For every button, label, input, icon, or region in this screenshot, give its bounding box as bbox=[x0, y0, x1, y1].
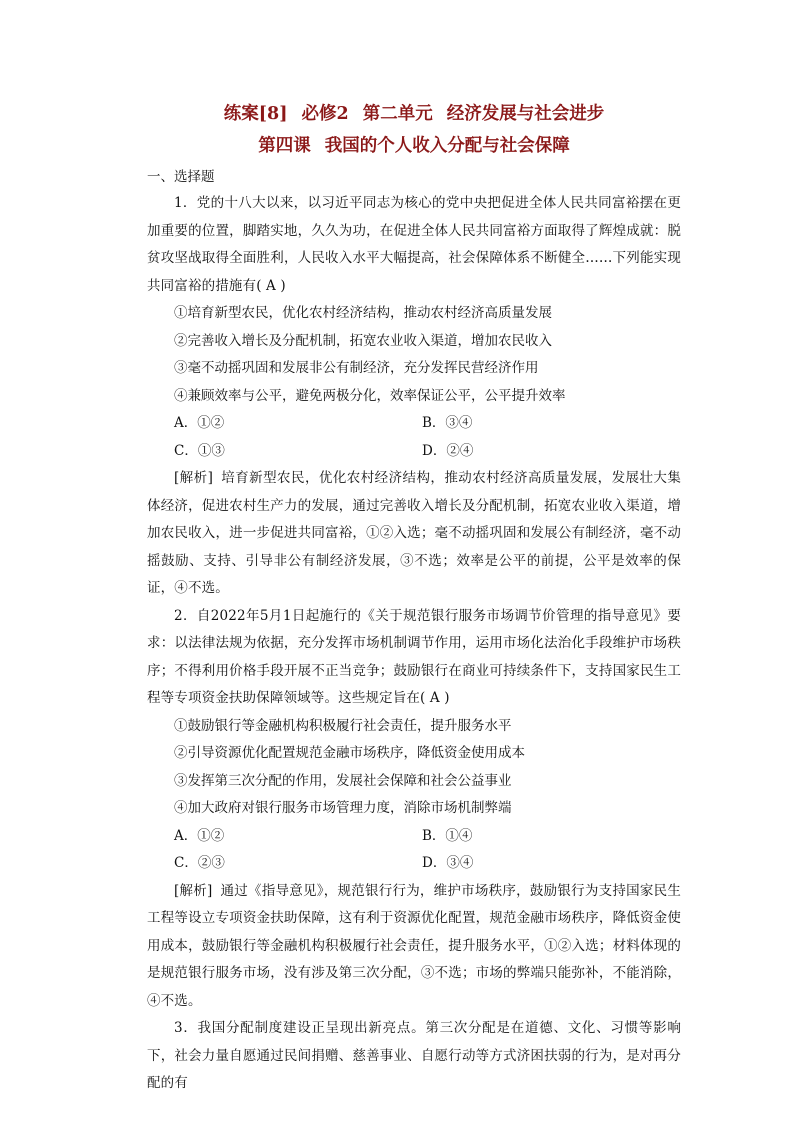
statement-item: ②完善收入增长及分配机制，拓宽农业收入渠道，增加农民收入 bbox=[174, 332, 552, 349]
choice-a: A．①② bbox=[174, 827, 225, 844]
statement-item: ①培育新型农民，优化农村经济结构，推动农村经济高质量发展 bbox=[174, 305, 552, 321]
choice-d: D．③④ bbox=[422, 855, 474, 871]
question-1 bbox=[147, 190, 681, 603]
choice-b: B．①④ bbox=[422, 827, 473, 844]
analysis-paragraph bbox=[147, 465, 681, 603]
page-title-line2 bbox=[147, 130, 681, 162]
title-unit: 第二单元 bbox=[362, 104, 433, 124]
question-stem: 2．自2022年5月1日起施行的《关于规范银行服务市场调节价管理的指导意见》要求：以法律法规为依据，充分发挥市场机制调节作用，运用市场化法治化手段维护市场秩序；不得利用价格手段开展不正当竞争；鼓励银行在商业可持续条件下，支持国家民生工程等专项资金扶助保障领域等。这些规定旨在( A ) bbox=[147, 607, 681, 706]
question-stem: 1．党的十八大以来，以习近平同志为核心的党中央把促进全体人民共同富裕摆在更加重要的位置，脚踏实地，久久为功，在促进全体人民共同富裕方面取得了辉煌成就：脱贫攻坚战取得全面胜利，人民收入水平大幅提高，社会保障体系不断健全……下列能实现共同富裕的措施有( A ) bbox=[147, 195, 681, 294]
choice-c: C．②③ bbox=[174, 855, 225, 871]
title-module: 必修2 bbox=[301, 104, 349, 124]
question-stem: 3．我国分配制度建设正呈现出新亮点。第三次分配是在道德、文化、习惯等影响下，社会力量自愿通过民间捐赠、慈善事业、自愿行动等方式济困扶弱的行为，是对再分配的有 bbox=[147, 1020, 681, 1091]
choice-b: B．③④ bbox=[422, 415, 473, 431]
statement-item: ③发挥第三次分配的作用，发展社会保障和社会公益事业 bbox=[174, 772, 512, 789]
statement-item: ③毫不动摇巩固和发展非公有制经济，充分发挥民营经济作用 bbox=[174, 360, 539, 376]
section-heading: 一、选择题 bbox=[147, 169, 215, 185]
analysis-text: 通过《指导意见》，规范银行行为，维护市场秩序，鼓励银行为支持国家民生工程等设立专项资金扶助保障，这有利于资源优化配置，规范金融市场秩序，降低资金使用成本，鼓励银行等金融机构积极履行社会责任，提升服务水平，①②入选；材料体现的是规范银行服务市场，没有涉及第三次分配，③不选；市场的弊端只能弥补，不能消除，④不选。 bbox=[147, 882, 681, 1009]
choice-c: C．①③ bbox=[174, 442, 225, 459]
title-lesson-name: 我国的个人收入分配与社会保障 bbox=[324, 136, 570, 156]
analysis-tag: [解析] bbox=[174, 882, 213, 899]
analysis-tag: [解析] bbox=[174, 470, 214, 486]
analysis-text: 培育新型农民，优化农村经济结构，推动农村经济高质量发展，发展壮大集体经济，促进农村生产力的发展，通过完善收入增长及分配机制，拓宽农业收入渠道，增加农民收入，进一步促进共同富裕，①②入选；毫不动摇巩固和发展公有制经济，毫不动摇鼓励、支持、引导非公有制经济发展，③不选；效率是公平的前提，公平是效率的保证，④不选。 bbox=[147, 470, 682, 596]
title-exercise: 练案[8] bbox=[223, 104, 288, 124]
analysis-paragraph bbox=[147, 878, 681, 1016]
statement-item: ④加大政府对银行服务市场管理力度，消除市场机制弊端 bbox=[174, 800, 512, 816]
statement-item: ②引导资源优化配置规范金融市场秩序，降低资金使用成本 bbox=[174, 745, 525, 761]
statement-item: ①鼓励银行等金融机构积极履行社会责任，提升服务水平 bbox=[174, 717, 512, 734]
answer-choices bbox=[147, 410, 681, 465]
page-title-line1 bbox=[147, 98, 681, 130]
statement-item: ④兼顾效率与公平，避免两极分化，效率保证公平，公平提升效率 bbox=[174, 387, 566, 404]
title-lesson: 第四课 bbox=[258, 136, 311, 156]
question-3 bbox=[147, 1015, 681, 1098]
answer-choices bbox=[147, 823, 681, 878]
title-unit-name: 经济发展与社会进步 bbox=[446, 104, 605, 124]
choice-d: D．②④ bbox=[422, 442, 474, 459]
question-2 bbox=[147, 603, 681, 1016]
choice-a: A．①② bbox=[174, 415, 225, 431]
